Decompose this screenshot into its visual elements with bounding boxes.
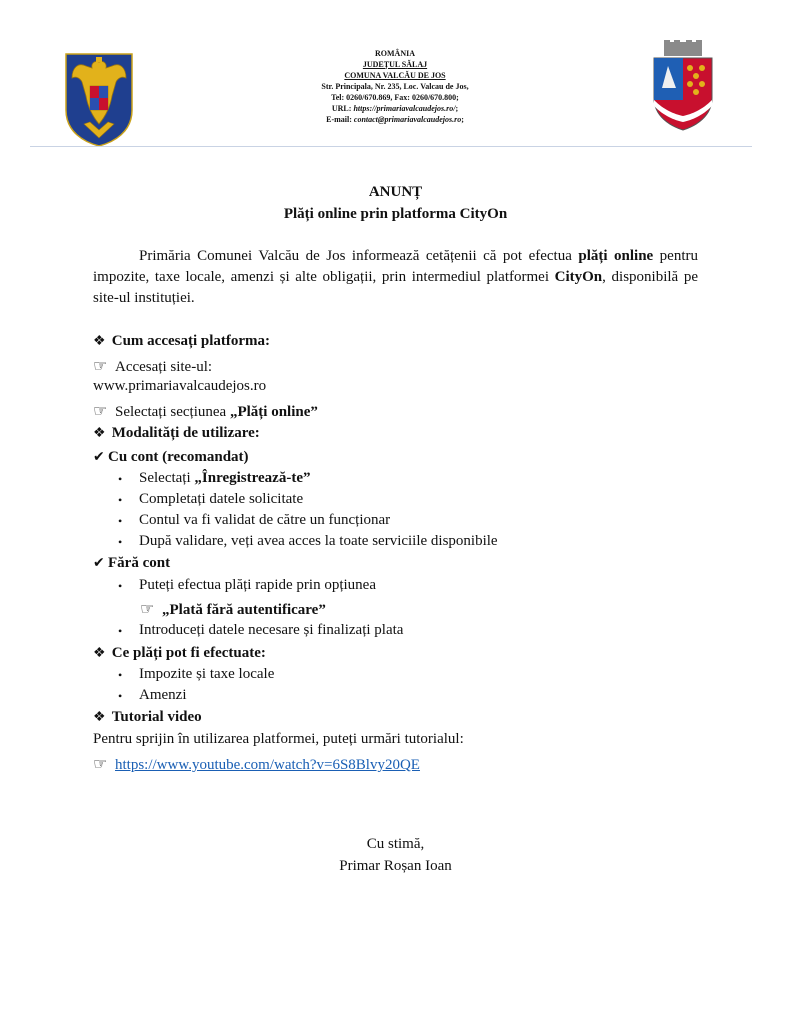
intro-text: pentru xyxy=(653,248,699,264)
tutorial-link-line xyxy=(93,753,420,776)
romania-coat-of-arms-icon xyxy=(64,52,134,147)
letterhead-url[interactable]: https://primariavalcaudejos.ro/ xyxy=(353,104,456,113)
item-text: Selectați xyxy=(139,470,195,486)
bullet-icon: • xyxy=(118,624,123,638)
bullet-icon: • xyxy=(118,514,123,528)
letterhead xyxy=(240,48,550,125)
item-bold: „Înregistrează-te” xyxy=(194,470,311,486)
letterhead-email[interactable]: contact@primariavalcaudejos.ro xyxy=(353,115,462,124)
access-step-2 xyxy=(93,400,318,423)
with-account-heading xyxy=(93,447,249,468)
letterhead-county: JUDEȚUL SĂLAJ xyxy=(362,60,428,69)
bullet-icon: • xyxy=(118,472,123,486)
intro-paragraph xyxy=(93,246,698,309)
payments-heading xyxy=(93,643,266,664)
tutorial-video-link[interactable]: https://www.youtube.com/watch?v=6S8Blvy20QE xyxy=(115,757,420,773)
tutorial-text: Pentru sprijin în utilizarea platformei, puteți urmări tutorialul: xyxy=(93,731,464,747)
pointing-hand-icon: ☞ xyxy=(93,356,108,375)
letterhead-address: Str. Principala, Nr. 235, Loc. Valcau de Jos, xyxy=(321,82,469,91)
bullet-icon: • xyxy=(118,493,123,507)
bullet-icon: • xyxy=(118,668,123,682)
letterhead-url-line xyxy=(240,103,550,114)
without-account-option xyxy=(140,598,326,621)
email-label: E-mail: xyxy=(326,115,354,124)
bullet-icon: • xyxy=(118,535,123,549)
intro-text: impozite, taxe locale, amenzi și alte obligații, prin intermediul platformei xyxy=(93,269,555,285)
usage-heading xyxy=(93,423,260,444)
intro-bold-online-payments: plăți online xyxy=(578,248,654,264)
payments-item-1: Impozite și taxe locale xyxy=(139,666,275,682)
access-step-1-text: Accesați site-ul: xyxy=(115,359,213,375)
with-account-item-4: După validare, veți avea acces la toate serviciile disponibile xyxy=(139,533,498,549)
tutorial-heading-text: Tutorial video xyxy=(111,709,202,725)
usage-heading-text: Modalități de utilizare: xyxy=(111,425,260,441)
letterhead-country: ROMÂNIA xyxy=(375,49,415,58)
option-bold: „Plată fără autentificare” xyxy=(162,602,326,618)
diamond-icon: ❖ xyxy=(93,426,106,441)
pointing-hand-icon: ☞ xyxy=(93,754,108,773)
url-label: URL: xyxy=(331,104,354,113)
with-account-item-3: Contul va fi validat de către un funcționar xyxy=(139,512,391,528)
check-icon: ✔ xyxy=(93,449,105,465)
check-icon: ✔ xyxy=(93,555,105,571)
intro-bold-cityon: CityOn xyxy=(554,269,603,285)
access-heading xyxy=(93,331,270,352)
with-account-heading-text: Cu cont (recomandat) xyxy=(108,449,249,465)
without-account-item-1: Puteți efectua plăți rapide prin opțiunea xyxy=(139,577,376,593)
without-account-heading xyxy=(93,553,170,574)
access-step-2-bold: „Plăți online” xyxy=(229,404,318,420)
email-suffix: ; xyxy=(461,115,464,124)
pointing-hand-icon: ☞ xyxy=(140,599,155,618)
tutorial-heading xyxy=(93,707,202,728)
access-site: www.primariavalcaudejos.ro xyxy=(93,378,267,394)
announcement-title: ANUNȚ xyxy=(368,184,423,200)
bullet-icon: • xyxy=(118,689,123,703)
closing-text: Cu stimă, xyxy=(366,836,425,852)
with-account-item-2: Completați datele solicitate xyxy=(139,491,304,507)
bullet-icon: • xyxy=(118,579,123,593)
signature: Primar Roșan Ioan xyxy=(339,858,452,874)
valcau-de-jos-coat-of-arms-icon xyxy=(650,40,716,132)
intro-text: , disponibilă pe xyxy=(602,269,698,285)
payments-item-2: Amenzi xyxy=(139,687,187,703)
access-step-2-text: Selectați secțiunea xyxy=(115,404,230,420)
without-account-heading-text: Fără cont xyxy=(108,555,171,571)
without-account-item-2: Introduceți datele necesare și finalizați plata xyxy=(139,622,404,638)
diamond-icon: ❖ xyxy=(93,646,106,661)
diamond-icon: ❖ xyxy=(93,710,106,725)
letterhead-email-line xyxy=(240,114,550,125)
letterhead-phone: Tel: 0260/670.869, Fax: 0260/670.800; xyxy=(331,93,459,102)
header-divider xyxy=(30,146,752,147)
access-heading-text: Cum accesați platforma: xyxy=(111,333,271,349)
intro-line-3: site-ul instituției. xyxy=(93,290,195,306)
announcement-subtitle: Plăți online prin platforma CityOn xyxy=(283,206,508,222)
pointing-hand-icon: ☞ xyxy=(93,401,108,420)
diamond-icon: ❖ xyxy=(93,334,106,349)
intro-line-1 xyxy=(93,246,698,267)
access-step-1 xyxy=(93,355,212,378)
intro-text: Primăria Comunei Valcău de Jos informează cetățenii că pot efectua xyxy=(139,248,579,264)
url-suffix: ; xyxy=(455,104,459,113)
payments-heading-text: Ce plăți pot fi efectuate: xyxy=(111,645,266,661)
with-account-item-1 xyxy=(139,468,310,489)
letterhead-commune: COMUNA VALCĂU DE JOS xyxy=(344,71,446,80)
intro-line-2 xyxy=(93,267,698,288)
